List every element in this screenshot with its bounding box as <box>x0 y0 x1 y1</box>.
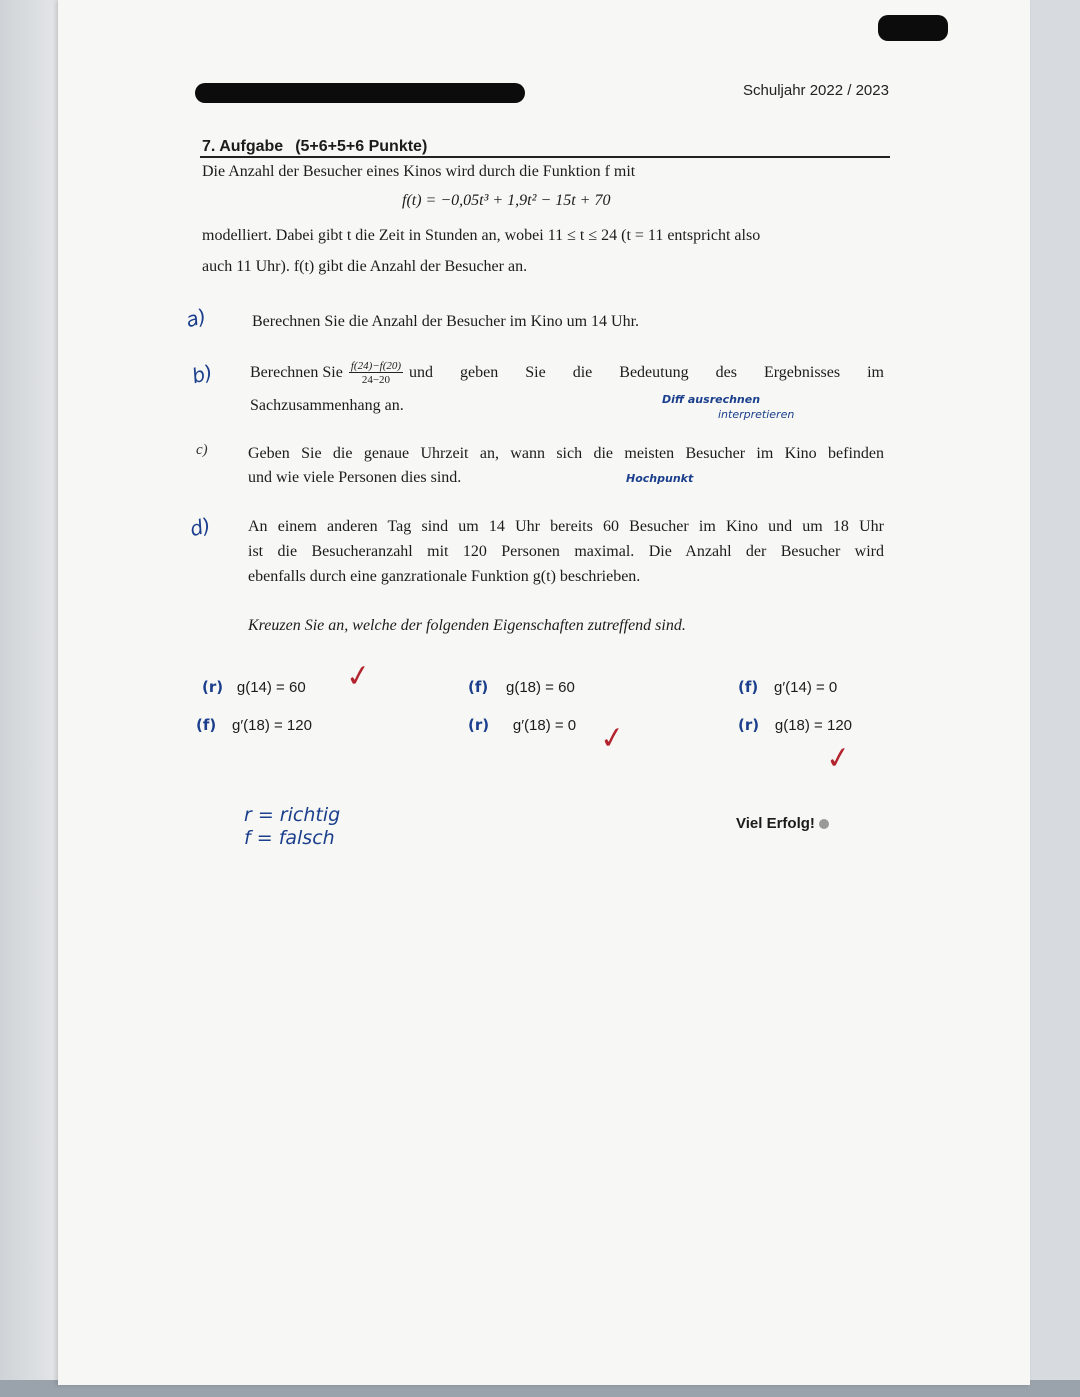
option-mark: (r) <box>202 678 224 696</box>
item-b-line1 <box>250 360 884 386</box>
task-intro: Die Anzahl der Besucher eines Kinos wird durch die Funktion f mit <box>202 163 636 180</box>
item-a-checkmark: a) <box>183 303 209 333</box>
item-c-line2: und wie viele Personen dies sind. <box>248 469 462 486</box>
check-icon: ✓ <box>597 720 628 757</box>
option-expr: g(18) = 60 <box>506 679 575 696</box>
heading-divider <box>200 156 890 158</box>
good-luck-text: Viel Erfolg! <box>736 815 815 832</box>
option-g14-60 <box>202 678 306 697</box>
option-mark: (f) <box>738 678 759 696</box>
legend-falsch: f = falsch <box>244 826 335 849</box>
difference-quotient <box>349 360 403 386</box>
item-d-instruction: Kreuzen Sie an, welche der folgenden Eigenschaften zutreffend sind. <box>248 617 686 634</box>
redacted-name-bar <box>195 83 525 103</box>
option-g18-60 <box>468 678 575 697</box>
item-c-label: c) <box>196 442 208 458</box>
check-icon: ✓ <box>823 740 854 777</box>
redacted-corner-mark <box>878 15 948 41</box>
option-g18-120 <box>738 716 852 735</box>
desk-background <box>0 0 60 1397</box>
item-a-text: Berechnen Sie die Anzahl der Besucher im Kino um 14 Uhr. <box>252 313 640 330</box>
option-expr: g′(18) = 0 <box>512 717 577 734</box>
option-expr: g(18) = 120 <box>774 717 852 734</box>
option-gprime14-0 <box>738 678 837 697</box>
option-gprime18-0 <box>468 716 576 735</box>
item-d-line3: ebenfalls durch eine ganzrationale Funktion g(t) beschrieben. <box>248 568 641 585</box>
option-gprime18-120 <box>196 716 312 735</box>
task-title: 7. Aufgabe <box>202 138 284 155</box>
item-b-line2: Sachzusammenhang an. <box>250 397 404 414</box>
option-mark: (f) <box>196 716 217 734</box>
option-mark: (r) <box>738 716 760 734</box>
legend-richtig: r = richtig <box>244 804 341 826</box>
item-b-text-post: und geben Sie die Bedeutung des Ergebnisses im <box>409 363 884 381</box>
item-d-line2: ist die Besucheranzahl mit 120 Personen maximal. Die Anzahl der Besucher wird <box>248 543 884 560</box>
check-icon: ✓ <box>343 658 374 695</box>
function-formula: f(t) = −0,05t³ + 1,9t² − 15t + 70 <box>402 192 611 209</box>
item-b-checkmark: b) <box>189 359 216 389</box>
option-expr: g′(14) = 0 <box>774 679 838 696</box>
frac-denominator: 24−20 <box>361 374 391 387</box>
handwritten-note-interpret: interpretieren <box>718 408 795 421</box>
smiley-icon <box>819 819 829 829</box>
option-expr: g′(18) = 120 <box>232 717 312 734</box>
model-text-line1: modelliert. Dabei gibt t die Zeit in Stunden an, wobei 11 ≤ t ≤ 24 (t = 11 entspricht also <box>202 227 761 244</box>
good-luck <box>736 815 829 832</box>
option-mark: (f) <box>468 678 489 696</box>
option-expr: g(14) = 60 <box>236 679 306 696</box>
option-mark: (r) <box>468 716 490 734</box>
item-b-text-pre: Berechnen Sie <box>250 363 343 381</box>
item-d-checkmark: d) <box>187 512 214 542</box>
item-d-line1: An einem anderen Tag sind um 14 Uhr bereits 60 Besucher im Kino und um 18 Uhr <box>248 518 884 535</box>
model-text-line2: auch 11 Uhr). f(t) gibt die Anzahl der Besucher an. <box>202 258 528 275</box>
legend <box>244 804 340 850</box>
item-c-line1: Geben Sie die genaue Uhrzeit an, wann sich die meisten Besucher im Kino befinden <box>248 445 884 462</box>
school-year: Schuljahr 2022 / 2023 <box>743 82 889 99</box>
handwritten-note-maximum: Hochpunkt <box>626 472 694 485</box>
task-points: (5+6+5+6 Punkte) <box>295 138 428 155</box>
frac-numerator: f(24)−f(20) <box>350 360 402 372</box>
handwritten-note-diff: Diff ausrechnen <box>662 393 761 406</box>
task-heading <box>202 138 427 156</box>
